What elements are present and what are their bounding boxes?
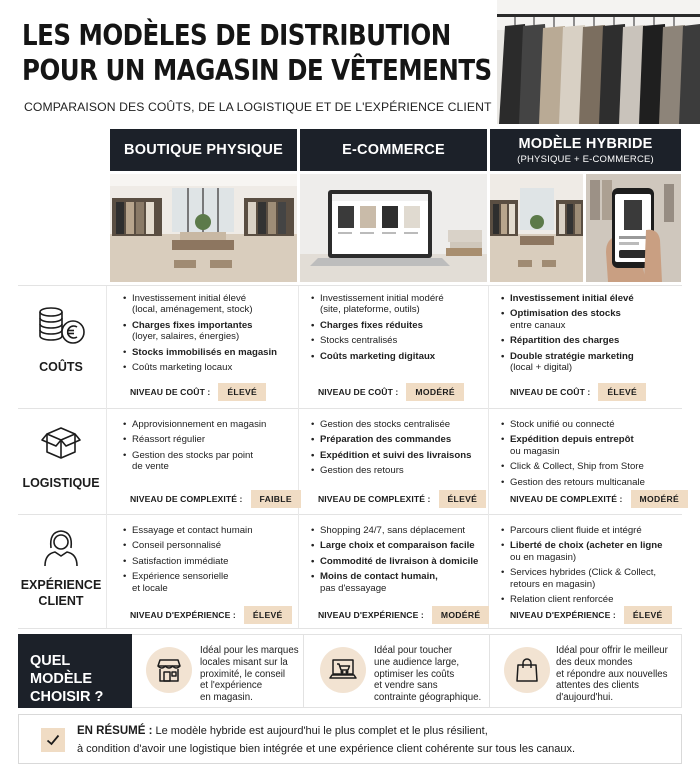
level-logistique-ecommerce	[318, 490, 486, 508]
summary-box	[18, 714, 682, 764]
level-badge: ÉLEVÉ	[244, 606, 292, 624]
level-label: NIVEAU DE COÛT :	[510, 387, 591, 397]
level-couts-hybride	[510, 383, 646, 401]
column-separator	[488, 286, 489, 628]
clothing-rack-photo	[497, 0, 700, 124]
column-header-boutique	[110, 129, 297, 171]
level-badge: FAIBLE	[251, 490, 301, 508]
list-item: • Expédition depuis entrepôt ou magasin	[500, 434, 680, 457]
column-title: MODÈLE HYBRIDE	[518, 135, 653, 152]
cell-logistique-boutique	[122, 419, 294, 477]
row-label-text: LOGISTIQUE	[22, 476, 100, 490]
choose-option-ecommerce	[304, 634, 490, 708]
column-header-ecommerce	[300, 129, 487, 171]
level-experience-hybride	[510, 606, 672, 624]
level-label: NIVEAU DE COMPLEXITÉ :	[130, 494, 243, 504]
list-item: • Click & Collect, Ship from Store	[500, 461, 680, 472]
level-badge: MODÉRÉ	[432, 606, 490, 624]
list-item: • Gestion des retours	[310, 465, 486, 476]
hybride-phone-image	[586, 174, 681, 282]
column-title: E-COMMERCE	[342, 142, 445, 158]
storefront-icon	[146, 647, 192, 693]
row-label-logistique	[18, 424, 104, 491]
list-item: • Essayage et contact humain	[122, 525, 294, 536]
list-item: • Charges fixes réduites	[310, 320, 486, 331]
list-item: • Expédition et suivi des livraisons	[310, 450, 486, 461]
ecommerce-laptop-image	[300, 174, 487, 282]
list-item: • Coûts marketing locaux	[122, 362, 294, 373]
title-line-2: POUR UN MAGASIN DE VÊTEMENTS	[22, 54, 492, 87]
level-logistique-hybride	[510, 490, 688, 508]
cell-couts-hybride	[500, 293, 680, 377]
row-label-text: EXPÉRIENCE CLIENT	[20, 578, 102, 608]
summary-line-2: à condition d'avoir une logistique bien intégrée et une expérience client cohérente sur tous les canaux.	[77, 743, 576, 755]
choose-option-text: Idéal pour offrir le meilleur des deux mondes et répondre aux nouvelles attentes des clients d'aujourd'hui.	[556, 645, 668, 704]
row-separator	[18, 514, 682, 515]
row-label-text: COÛTS	[39, 360, 83, 374]
level-badge: ÉLEVÉ	[439, 490, 487, 508]
row-label-couts	[18, 306, 104, 375]
column-separator	[106, 286, 107, 628]
list-item: • Double stratégie marketing (local + digital)	[500, 351, 680, 374]
list-item: • Investissement initial élevé	[500, 293, 680, 304]
package-box-icon	[39, 424, 83, 467]
list-item: • Satisfaction immédiate	[122, 556, 294, 567]
list-item: • Investissement initial élevé (local, aménagement, stock)	[122, 293, 294, 316]
choose-model-heading: QUEL MODÈLE CHOISIR ?	[18, 634, 132, 708]
list-item: • Répartition des charges	[500, 335, 680, 346]
row-separator	[18, 285, 682, 286]
column-separator	[298, 286, 299, 628]
row-separator	[18, 628, 682, 629]
list-item: • Expérience sensorielle et locale	[122, 571, 294, 594]
list-item: • Liberté de choix (acheter en ligne ou en magasin)	[500, 540, 680, 563]
list-item: • Moins de contact humain, pas d'essayage	[310, 571, 486, 594]
column-title: BOUTIQUE PHYSIQUE	[124, 142, 283, 158]
level-label: NIVEAU D'EXPÉRIENCE :	[510, 610, 616, 620]
summary-label: EN RÉSUMÉ :	[77, 725, 153, 737]
list-item: • Commodité de livraison à domicile	[310, 556, 486, 567]
level-badge: MODÉRÉ	[631, 490, 689, 508]
list-item: • Réassort régulier	[122, 434, 294, 445]
level-label: NIVEAU DE COÛT :	[318, 387, 399, 397]
column-subtitle: (PHYSIQUE + E-COMMERCE)	[517, 153, 654, 165]
level-logistique-boutique	[130, 490, 301, 508]
choose-option-text: Idéal pour les marques locales misant sur la proximité, le conseil et l'expérience en magasin.	[200, 645, 299, 704]
checkmark-icon	[41, 728, 65, 752]
list-item: • Préparation des commandes	[310, 434, 486, 445]
list-item: • Coûts marketing digitaux	[310, 351, 486, 362]
cell-experience-ecommerce	[310, 525, 486, 598]
level-badge: ÉLEVÉ	[598, 383, 646, 401]
boutique-store-image	[110, 174, 297, 282]
cell-logistique-hybride	[500, 419, 680, 492]
list-item: • Stocks immobilisés en magasin	[122, 347, 294, 358]
coins-euro-icon	[35, 306, 87, 351]
list-item: • Gestion des stocks par point de vente	[122, 450, 294, 473]
cell-experience-boutique	[122, 525, 294, 598]
list-item: • Shopping 24/7, sans déplacement	[310, 525, 486, 536]
cell-couts-boutique	[122, 293, 294, 377]
cell-logistique-ecommerce	[310, 419, 486, 481]
level-label: NIVEAU D'EXPÉRIENCE :	[318, 610, 424, 620]
list-item: • Stock unifié ou connecté	[500, 419, 680, 430]
list-item: • Services hybrides (Click & Collect, retours en magasin)	[500, 567, 680, 590]
list-item: • Relation client renforcée	[500, 594, 680, 605]
level-experience-boutique	[130, 606, 292, 624]
hybride-store-image	[490, 174, 583, 282]
list-item: • Parcours client fluide et intégré	[500, 525, 680, 536]
list-item: • Investissement initial modéré (site, plateforme, outils)	[310, 293, 486, 316]
list-item: • Gestion des stocks centralisée	[310, 419, 486, 430]
list-item: • Large choix et comparaison facile	[310, 540, 486, 551]
list-item: • Conseil personnalisé	[122, 540, 294, 551]
summary-line-1: EN RÉSUMÉ : Le modèle hybride est aujourd'hui le plus complet et le plus résilient,	[77, 725, 488, 737]
choose-option-boutique	[132, 634, 304, 708]
title-line-1: LES MODÈLES DE DISTRIBUTION	[22, 19, 451, 52]
customer-woman-icon	[41, 526, 81, 573]
level-label: NIVEAU DE COMPLEXITÉ :	[318, 494, 431, 504]
row-separator	[18, 408, 682, 409]
list-item: • Gestion des retours multicanale	[500, 477, 680, 488]
level-label: NIVEAU DE COMPLEXITÉ :	[510, 494, 623, 504]
choose-option-hybride	[490, 634, 682, 708]
level-badge: ÉLEVÉ	[624, 606, 672, 624]
level-label: NIVEAU D'EXPÉRIENCE :	[130, 610, 236, 620]
column-header-hybride	[490, 129, 681, 171]
level-couts-ecommerce	[318, 383, 464, 401]
shopping-bag-icon	[504, 647, 550, 693]
list-item: • Optimisation des stocks entre canaux	[500, 308, 680, 331]
cell-couts-ecommerce	[310, 293, 486, 366]
level-badge: MODÉRÉ	[406, 383, 464, 401]
list-item: • Stocks centralisés	[310, 335, 486, 346]
row-label-experience	[18, 526, 104, 609]
page-subtitle: COMPARAISON DES COÛTS, DE LA LOGISTIQUE ET DE L'EXPÉRIENCE CLIENT	[24, 100, 492, 114]
level-couts-boutique	[130, 383, 266, 401]
level-experience-ecommerce	[318, 606, 489, 624]
choose-option-text: Idéal pour toucher une audience large, optimiser les coûts et vendre sans contrainte géographique.	[374, 645, 482, 704]
list-item: • Charges fixes importantes (loyer, salaires, énergies)	[122, 320, 294, 343]
list-item: • Approvisionnement en magasin	[122, 419, 294, 430]
level-label: NIVEAU DE COÛT :	[130, 387, 211, 397]
page-title	[22, 18, 492, 88]
laptop-cart-icon	[320, 647, 366, 693]
level-badge: ÉLEVÉ	[218, 383, 266, 401]
cell-experience-hybride	[500, 525, 680, 609]
